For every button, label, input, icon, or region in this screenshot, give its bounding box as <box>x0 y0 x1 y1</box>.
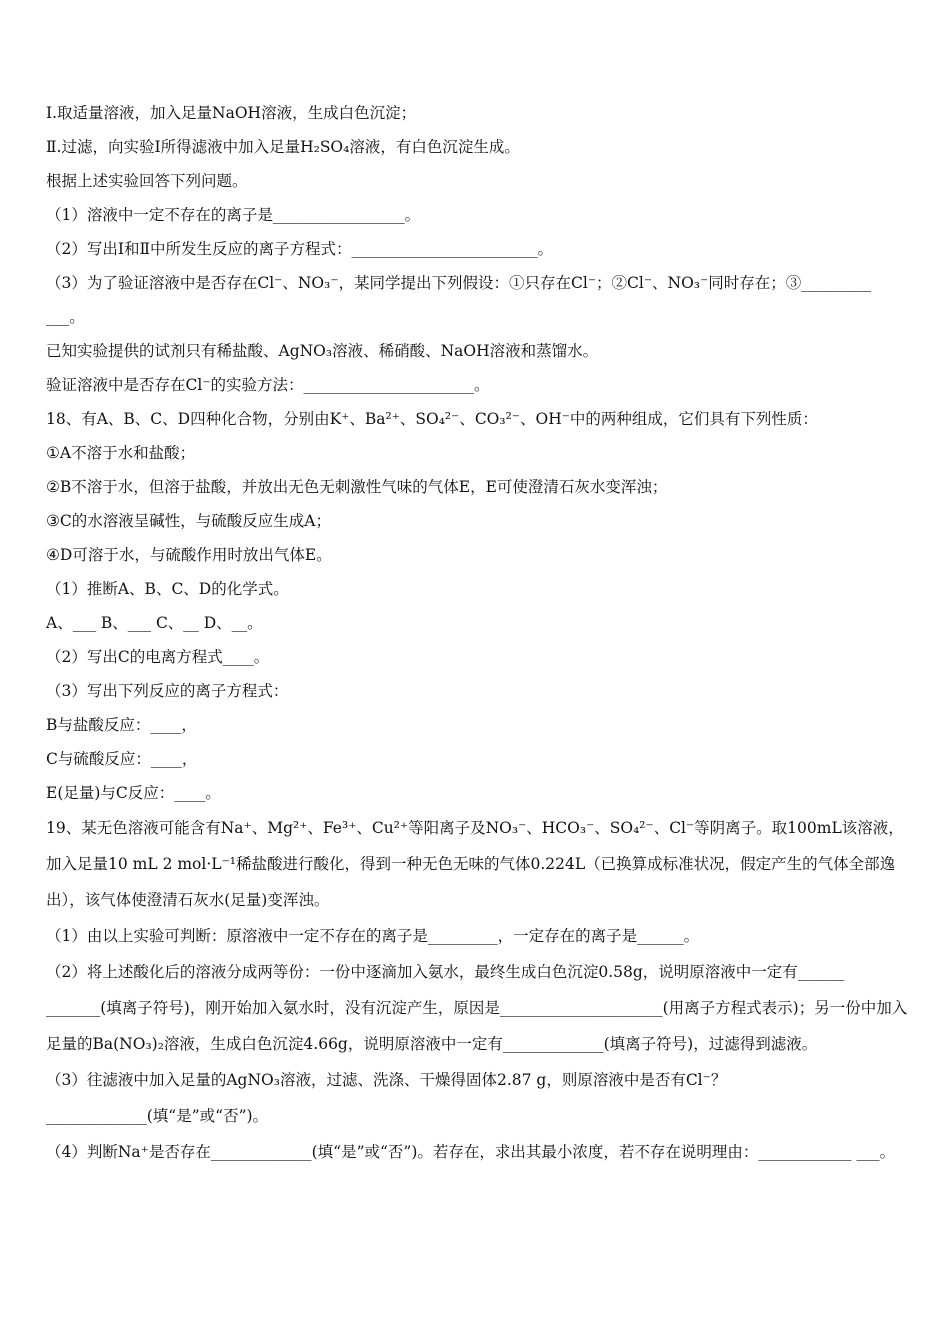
text-line: ④D可溶于水，与硫酸作用时放出气体E。 <box>46 546 332 564</box>
text-line: ②B不溶于水，但溶于盐酸，并放出无色无刺激性气味的气体E，E可使澄清石灰水变浑浊； <box>46 478 668 496</box>
question-19-part-2: （2）将上述酸化后的溶液分成两等份：一份中逐滴加入氨水，最终生成白色沉淀0.58g，说明原溶液中一定有______ _______(填离子符号)，刚开始加入氨水时，没有沉淀产生，原因是_____________________(用离子方程式表示)；另一份中加入足量的Ba(NO₃)₂溶液，生成白色沉淀4.66g，说明原溶液中一定有_____________(填离子符号)，过滤得到滤液。 <box>46 963 908 1053</box>
text-line: B与盐酸反应：____， <box>46 716 197 734</box>
text-line: ③C的水溶液呈碱性，与硫酸反应生成A； <box>46 512 331 530</box>
question-19-part-4: （4）判断Na⁺是否存在_____________(填“是”或“否”)。若存在，求出其最小浓度，若不存在说明理由：____________ ___。 <box>46 1143 896 1161</box>
question-18-title: 18、有A、B、C、D四种化合物，分别由K⁺、Ba²⁺、SO₄²⁻、CO₃²⁻、OH⁻中的两种组成，它们具有下列性质： <box>46 410 818 428</box>
text-line: （3）写出下列反应的离子方程式： <box>46 682 289 700</box>
text-line: 根据上述实验回答下列问题。 <box>46 172 248 190</box>
text-line: ___。 <box>46 308 85 326</box>
text-line: （2）写出C的电离方程式____。 <box>46 648 270 666</box>
text-line: （2）写出Ⅰ和Ⅱ中所发生反应的离子方程式：________________________。 <box>46 240 554 258</box>
text-line: A、___ B、___ C、__ D、__。 <box>46 614 263 632</box>
text-line: E(足量)与C反应：____。 <box>46 784 221 802</box>
text-line: 验证溶液中是否存在Cl⁻的实验方法：______________________。 <box>46 376 490 394</box>
text-line: 已知实验提供的试剂只有稀盐酸、AgNO₃溶液、稀硝酸、NaOH溶液和蒸馏水。 <box>46 342 599 360</box>
question-19-stem: 19、某无色溶液可能含有Na⁺、Mg²⁺、Fe³⁺、Cu²⁺等阳离子及NO₃⁻、HCO₃⁻、SO₄²⁻、Cl⁻等阴离子。取100mL该溶液，加入足量10 mL 2 mol·L⁻¹稀盐酸进行酸化，得到一种无色无味的气体0.224L（已换算成标准状况，假定产生的气体全部逸出），该气体使澄清石灰水(足量)变浑浊。 <box>46 819 904 909</box>
text-line: C与硫酸反应：____， <box>46 750 198 768</box>
document-page <box>46 96 908 1170</box>
text-line: （1）推断A、B、C、D的化学式。 <box>46 580 289 598</box>
text-line: （3）为了验证溶液中是否存在Cl⁻、NO₃⁻，某同学提出下列假设：①只存在Cl⁻；②Cl⁻、NO₃⁻同时存在；③_________ <box>46 274 871 292</box>
text-line: （1）溶液中一定不存在的离子是_________________。 <box>46 206 421 224</box>
text-line: Ⅱ.过滤，向实验Ⅰ所得滤液中加入足量H₂SO₄溶液，有白色沉淀生成。 <box>46 138 520 156</box>
text-line: ①A不溶于水和盐酸； <box>46 444 196 462</box>
question-19-part-1: （1）由以上实验可判断：原溶液中一定不存在的离子是_________，一定存在的离子是______。 <box>46 927 700 945</box>
text-line: Ⅰ.取适量溶液，加入足量NaOH溶液，生成白色沉淀； <box>46 104 417 122</box>
question-19-part-3: （3）往滤液中加入足量的AgNO₃溶液，过滤、洗涤、干燥得固体2.87 g，则原溶液中是否有Cl⁻？_____________(填“是”或“否”)。 <box>46 1071 727 1125</box>
